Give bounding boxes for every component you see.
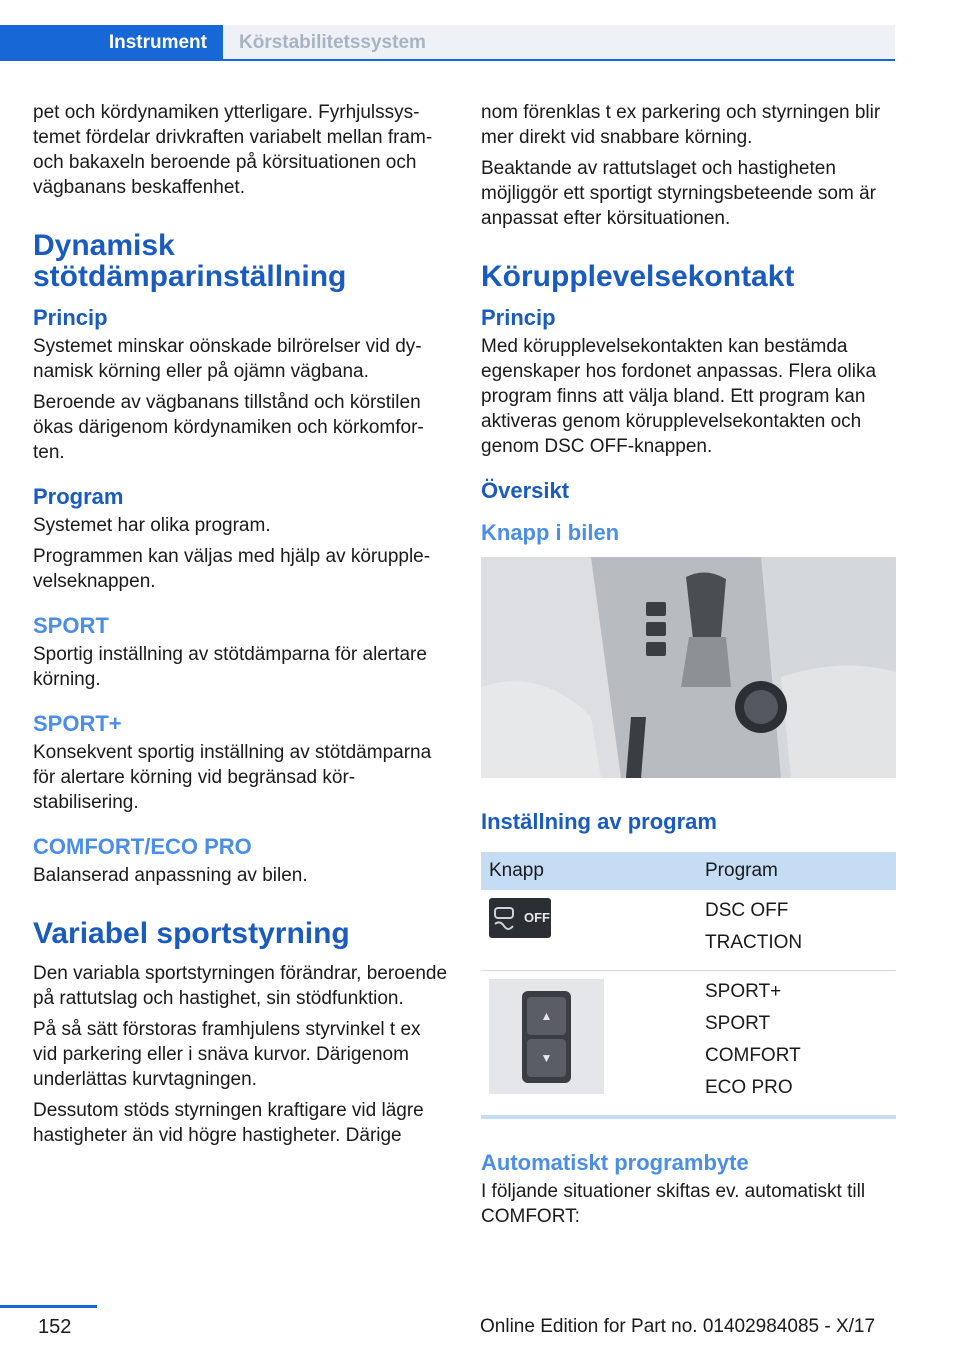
heading-automatiskt: Automatiskt programbyte xyxy=(481,1150,749,1175)
paragraph: Programmen kan väljas med hjälp av körupplevelseknappen. xyxy=(33,546,431,592)
page-number: 152 xyxy=(38,1316,72,1338)
program-name: DSC OFF xyxy=(705,900,789,921)
heading-comfort-eco: COMFORT/ECO PRO xyxy=(33,834,252,859)
tab-instrument[interactable]: Instrument xyxy=(0,25,223,61)
program-name: COMFORT xyxy=(705,1045,801,1066)
header-divider xyxy=(0,59,895,61)
tab-korstabilitetssystem[interactable]: Körstabilitetssystem xyxy=(223,25,895,61)
heading-program: Program xyxy=(33,484,124,509)
paragraph: Systemet minskar oönskade bilrörelser vid dynamisk körning eller på ojämn vägbana. xyxy=(33,336,422,382)
driving-experience-switch-image xyxy=(489,979,604,1094)
program-name: SPORT+ xyxy=(705,981,782,1002)
heading-princip: Princip xyxy=(481,305,556,330)
paragraph: På så sätt förstoras framhjulens styrvinkel t ex vid parkering eller i snäva kurvor. Därigenom underlättas kurvtagningen. xyxy=(33,1019,421,1090)
program-name: TRACTION xyxy=(705,932,803,953)
table-header-program: Program xyxy=(697,852,896,890)
paragraph: pet och kördynamiken ytterligare. Fyrhjulssystemet fördelar drivkraften variabelt mellan fram- och bakaxeln beroende på körsituationen och vägbanans beskaffenhet. xyxy=(33,102,433,198)
paragraph: Beroende av vägbanans tillstånd och körstilen ökas därigenom kördynamiken och körkomforten. xyxy=(33,392,424,463)
paragraph: Balanserad anpassning av bilen. xyxy=(33,865,308,886)
program-cell xyxy=(697,890,896,971)
paragraph: Sportig inställning av stötdämparna för alertare körning. xyxy=(33,644,427,690)
button-cell xyxy=(481,971,697,1118)
footer-divider xyxy=(0,1305,97,1308)
dsc-off-button-image xyxy=(489,898,551,938)
program-name: SPORT xyxy=(705,1013,771,1034)
heading-variabel: Variabel sportstyrning xyxy=(33,917,350,950)
header-tabbar xyxy=(0,25,895,61)
paragraph: I följande situationer skiftas ev. automatiskt till COMFORT: xyxy=(481,1181,866,1227)
paragraph: Systemet har olika program. xyxy=(33,515,271,536)
heading-sport: SPORT xyxy=(33,613,109,638)
table-row xyxy=(481,971,896,1118)
paragraph: Beaktande av rattutslaget och hastigheten möjliggör ett sportigt styrningsbeteende som är anpassat efter körsituationen. xyxy=(481,158,876,229)
paragraph: Dessutom stöds styrningen kraftigare vid lägre hastigheter än vid högre hastigheter. Därige xyxy=(33,1100,424,1146)
button-cell xyxy=(481,890,697,971)
heading-knapp-i-bilen: Knapp i bilen xyxy=(481,520,620,545)
edition-text: Online Edition for Part no. 01402984085 - X/17 xyxy=(480,1316,876,1337)
heading-princip: Princip xyxy=(33,305,108,330)
heading-installning: Inställning av program xyxy=(481,809,717,834)
paragraph: Den variabla sportstyrningen förändrar, beroende på rattutslag och hastighet, sin stödfunktion. xyxy=(33,963,448,1009)
right-column xyxy=(481,100,896,1235)
heading-sportplus: SPORT+ xyxy=(33,711,122,736)
paragraph: nom förenklas t ex parkering och styrningen blir mer direkt vid snabbare körning. xyxy=(481,102,881,148)
heading-dynamisk: Dynamisk stötdämparinställning xyxy=(33,229,347,293)
paragraph: Med körupplevelsekontakten kan bestämda egenskaper hos fordonet anpassas. Flera olika program finns att välja bland. Ett program kan aktiveras genom körupplevelsekontakten och genom DSC OFF-knappen. xyxy=(481,336,877,457)
heading-oversikt: Översikt xyxy=(481,478,570,503)
dsc-off-button-label: OFF xyxy=(524,910,550,925)
table-row xyxy=(481,890,896,971)
program-cell xyxy=(697,971,896,1118)
program-name: ECO PRO xyxy=(705,1077,793,1098)
car-console-illustration xyxy=(481,557,896,778)
arrow-up-icon: ▲ xyxy=(527,997,566,1035)
program-table xyxy=(481,852,896,1119)
left-column xyxy=(33,100,448,1154)
paragraph: Konsekvent sportig inställning av stötdämparna för alertare körning vid begränsad körstabilisering. xyxy=(33,742,432,813)
heading-korupplevelse: Körupplevelsekontakt xyxy=(481,260,795,293)
arrow-down-icon: ▼ xyxy=(527,1039,566,1077)
table-header-row xyxy=(481,852,896,890)
car-console-photo xyxy=(481,557,896,778)
table-header-knapp: Knapp xyxy=(481,852,697,890)
